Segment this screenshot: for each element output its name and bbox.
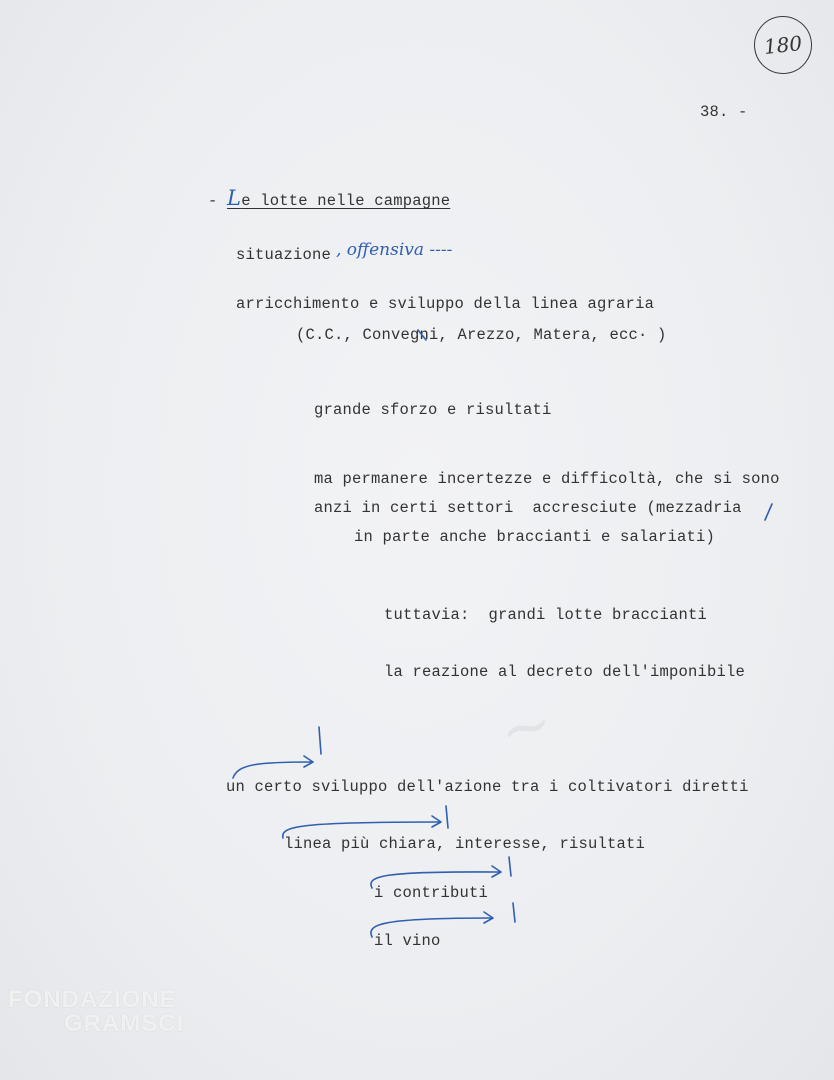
correction-mark [418, 330, 426, 340]
archive-page-number: 180 [751, 13, 815, 77]
watermark-logo: FONDAZIONE GRAMSCI [8, 986, 185, 1037]
line-settori: anzi in certi settori accresciute (mezzadria [314, 499, 742, 517]
tick-mark-2 [446, 806, 448, 828]
tick-mark-1 [319, 727, 321, 754]
tick-mark-4 [513, 903, 515, 922]
line-incertezze: ma permanere incertezze e difficoltà, che si sono [314, 470, 780, 488]
heading-dash: - [208, 192, 218, 210]
handwritten-offensiva: , offensiva ---- [336, 240, 453, 260]
sheet-number: 38. - [700, 103, 748, 121]
bleed-through-ghost: ~ [491, 684, 561, 769]
line-contributi: i contributi [374, 884, 489, 902]
heading-initial: L [227, 186, 242, 210]
line-grande-sforzo: grande sforzo e risultati [314, 401, 552, 419]
comma-mark [765, 504, 772, 520]
line-convegni: (C.C., Convegni, Arezzo, Matera, ecc· ) [296, 326, 667, 344]
arrow-mark-2 [283, 822, 440, 838]
line-vino: il vino [374, 932, 441, 950]
line-tuttavia: tuttavia: grandi lotte braccianti [384, 606, 708, 624]
arrow-mark-4 [371, 918, 492, 937]
line-situazione: situazione [236, 246, 332, 264]
line-linea-chiara: linea più chiara, interesse, risultati [284, 835, 646, 853]
line-arricchimento: arricchimento e sviluppo della linea agraria [236, 295, 655, 313]
line-reazione: la reazione al decreto dell'imponibile [384, 663, 746, 681]
arrow-mark-3 [371, 872, 500, 888]
tick-mark-3 [509, 857, 511, 876]
heading-text: e lotte nelle campagne [241, 192, 451, 210]
arrow-mark-1 [233, 762, 312, 778]
line-braccianti: in parte anche braccianti e salariati) [354, 528, 716, 546]
line-coltivatori: un certo sviluppo dell'azione tra i coltivatori diretti [226, 778, 749, 796]
